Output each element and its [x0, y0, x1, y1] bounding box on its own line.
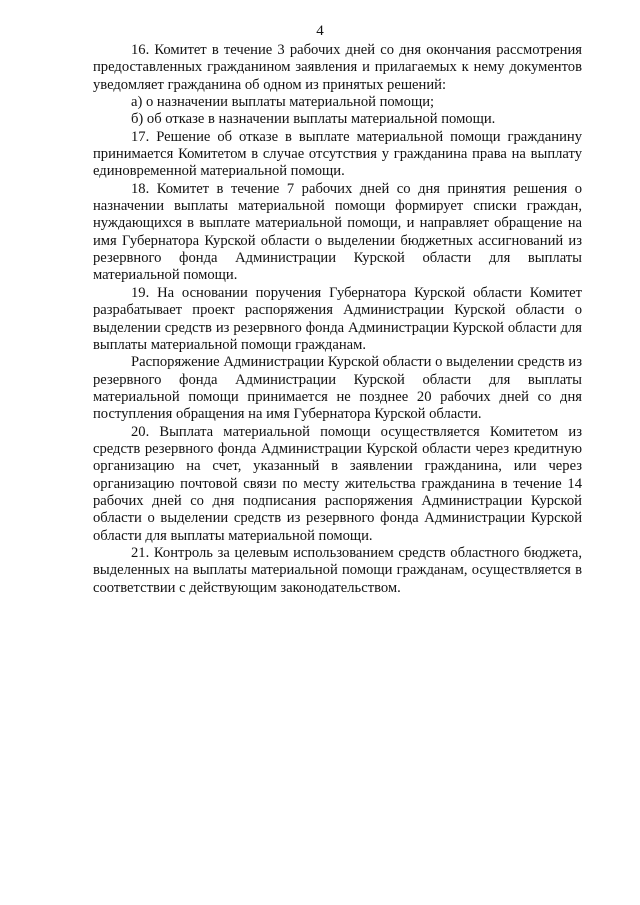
- paragraph-16-option-b: б) об отказе в назначении выплаты материальной помощи.: [131, 111, 496, 128]
- document-body: [93, 42, 582, 597]
- paragraph-18: 18. Комитет в течение 7 рабочих дней со дня принятия решения о назначении выплаты материальной помощи формирует списки граждан, нуждающихся в выплате материальной помощи, и направляет обращение на имя Губернатора Курской области о выделении бюджетных ассигнований из резервного фонда Администрации Курской области для выплаты материальной помощи.: [93, 180, 582, 284]
- paragraph-19-continuation: Распоряжение Администрации Курской области о выделении средств из резервного фонда Администрации Курской области для выплаты материальной помощи принимается не позднее 20 рабочих дней со дня поступления обращения на имя Губернатора Курской области.: [93, 354, 582, 423]
- page-number: 4: [316, 23, 324, 39]
- paragraph-16: 16. Комитет в течение 3 рабочих дней со дня окончания рассмотрения предоставленных гражданином заявления и прилагаемых к нему документов уведомляет гражданина об одном из принятых решений:: [93, 42, 582, 93]
- paragraph-21: 21. Контроль за целевым использованием средств областного бюджета, выделенных на выплаты материальной помощи гражданам, осуществляется в соответствии с действующим законодательством.: [93, 544, 582, 596]
- paragraph-16-option-a: а) о назначении выплаты материальной помощи;: [131, 94, 435, 111]
- paragraph-20: 20. Выплата материальной помощи осуществляется Комитетом из средств резервного фонда Администрации Курской области через кредитную организацию на счет, указанный в заявлении гражданина, или через организацию почтовой связи по месту жительства гражданина в течение 14 рабочих дней со дня подписания распоряжения Администрации Курской области о выделении средств из резервного фонда Администрации Курской области для выплаты материальной помощи.: [93, 423, 582, 544]
- paragraph-17: 17. Решение об отказе в выплате материальной помощи гражданину принимается Комитетом в случае отсутствия у гражданина права на выплату единовременной материальной помощи.: [93, 128, 582, 180]
- paragraph-19: 19. На основании поручения Губернатора Курской области Комитет разрабатывает проект распоряжения Администрации Курской области о выделении средств из резервного фонда Администрации Курской области для выплаты материальной помощи гражданам.: [93, 284, 582, 353]
